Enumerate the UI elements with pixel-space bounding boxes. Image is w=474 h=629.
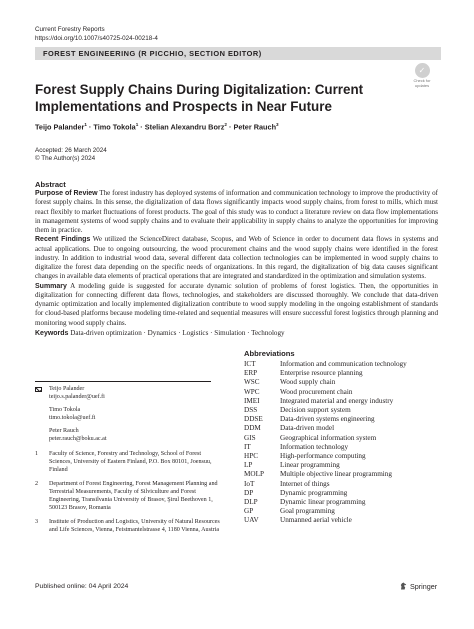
journal-header xyxy=(35,26,158,43)
accepted-date: Accepted: 26 March 2024 xyxy=(35,147,107,154)
abbreviation-term: IoT xyxy=(244,479,255,488)
abbreviation-row xyxy=(244,452,444,461)
abbreviation-definition: Linear programming xyxy=(280,461,340,470)
abbreviation-definition: Integrated material and energy industry xyxy=(280,396,394,405)
journal-name: Current Forestry Reports xyxy=(35,26,105,33)
author-affiliation-ref: 1 xyxy=(84,122,87,127)
section-banner xyxy=(35,47,441,60)
author-affiliation-ref: 2 xyxy=(224,122,227,127)
correspondence-and-affiliations xyxy=(35,386,221,535)
author-affiliation-ref: 3 xyxy=(276,122,279,127)
abbreviation-term: GP xyxy=(244,507,254,516)
abbreviation-definition: Geographical information system xyxy=(280,433,377,442)
doi-link[interactable]: https://doi.org/10.1007/s40725-024-00218-4 xyxy=(35,34,158,42)
author-separator: · xyxy=(226,122,234,132)
abbreviation-definition: Enterprise resource planning xyxy=(280,369,363,378)
abbreviation-row xyxy=(244,470,444,479)
abbreviation-term: UAV xyxy=(244,516,259,525)
abbreviation-term: WPC xyxy=(244,387,260,396)
author-name[interactable]: Stelian Alexandru Borz xyxy=(144,122,225,132)
envelope-icon xyxy=(35,387,42,392)
abstract-purpose-text: The forest industry has deployed systems of information and communication technology to improve the productivity of forest supply chains. In this sense, the digitalization of data flows significantly impacts wood supply chains, from forest to mills, which must react flexibly to market fluctuations of forest products. The goal of this study was to conduct a literature review on data flow implementations in management systems of wood supply chains and to evaluate their applicability in supply chains to analyze the opportunities for improving them in practice. xyxy=(35,189,438,234)
abbreviation-row xyxy=(244,397,444,406)
abbreviation-definition: Goal programming xyxy=(280,507,335,516)
article-dates xyxy=(35,147,107,164)
abstract-heading: Abstract xyxy=(35,180,66,189)
contact-name: Peter Rauch xyxy=(49,427,79,434)
author-separator: · xyxy=(86,122,94,132)
abbreviation-definition: Information technology xyxy=(280,442,349,451)
keywords-label: Keywords xyxy=(35,330,69,337)
keywords xyxy=(35,329,438,338)
abbreviation-definition: Internet of things xyxy=(280,479,330,488)
abbreviation-term: IMEI xyxy=(244,396,260,405)
abbreviation-row xyxy=(244,443,444,452)
affiliation-number: 3 xyxy=(35,518,39,525)
abstract-purpose-label: Purpose of Review xyxy=(35,190,98,197)
abstract-summary xyxy=(35,282,438,328)
author-affiliation-ref: 1 xyxy=(135,122,139,127)
abstract-summary-label: Summary xyxy=(35,282,67,290)
abbreviation-term: DLP xyxy=(244,498,258,507)
abbreviations-list xyxy=(244,360,444,526)
abbreviation-row xyxy=(244,415,444,424)
affiliation-number: 2 xyxy=(35,481,39,488)
affiliation xyxy=(35,481,221,513)
abstract-findings xyxy=(35,235,438,281)
check-for-updates-badge[interactable] xyxy=(408,63,436,88)
abbreviation-row xyxy=(244,424,444,433)
publisher-name: Springer xyxy=(410,582,438,591)
affiliation xyxy=(35,451,221,475)
contact-email[interactable]: timo.tokola@uef.fi xyxy=(49,414,96,421)
abbreviation-definition: Wood supply chain xyxy=(280,378,336,387)
abbreviation-row xyxy=(244,498,444,507)
abbreviation-row xyxy=(244,489,444,498)
abbreviation-term: IT xyxy=(244,442,251,451)
published-online: Published online: 04 April 2024 xyxy=(35,583,129,590)
author-separator: · xyxy=(138,122,145,132)
abbreviation-term: MOLP xyxy=(244,470,264,479)
correspondence-block xyxy=(35,386,221,443)
abbreviation-definition: Data-driven model xyxy=(280,424,335,433)
abbreviation-row xyxy=(244,434,444,443)
abbreviation-definition: Data-driven systems engineering xyxy=(280,415,375,424)
abbreviation-row xyxy=(244,507,444,516)
abbreviations-box xyxy=(244,349,444,526)
abbreviation-row xyxy=(244,388,444,397)
abbreviation-term: ERP xyxy=(244,369,258,378)
abbreviation-definition: Information and communication technology xyxy=(280,360,407,368)
abbreviation-row xyxy=(244,480,444,489)
abbreviation-row xyxy=(244,516,444,525)
abbreviation-row xyxy=(244,461,444,470)
author-list xyxy=(35,122,279,131)
abbreviation-row xyxy=(244,360,444,369)
abbreviation-definition: Wood procurement chain xyxy=(280,387,353,396)
abstract-body xyxy=(35,189,438,328)
author-name[interactable]: Peter Rauch xyxy=(233,122,277,132)
abstract-findings-label: Recent Findings xyxy=(35,236,91,244)
footnote-divider xyxy=(35,381,211,382)
abbreviation-term: GIS xyxy=(244,433,256,442)
affiliation-text: Department of Forest Engineering, Forest Management Planning and Terrestrial Measurements, Faculty of Silviculture and Forest Engineering, Transilvania University of Brasov, Şirul Beethoven 1, 500123 Brasov, Romania xyxy=(49,481,218,511)
abbreviation-definition: High-performance computing xyxy=(280,452,366,461)
abbreviation-term: DP xyxy=(244,488,254,497)
article-title: Forest Supply Chains During Digitalization: Current Implementations and Prospects in Near Future xyxy=(35,82,364,114)
author-name[interactable]: Timo Tokola xyxy=(93,122,136,132)
abbreviation-definition: Dynamic linear programming xyxy=(280,498,366,507)
abstract-findings-text: We utilized the ScienceDirect database, Scopus, and Web of Science in order to document data flows in systems and actual applications. Due to ongoing outsourcing, the wood procurement chains and the wood supply chains were identified in the forest industry. In addition to industrial wood data, several different data collection technologies can be implemented in wood supply chains to digitalize the forest data depending on the specific needs of organizations. In this regard, the digitalization of big data causes significant changes in available data elements of practical operations that are integrated and standardized in the optimization and simulation systems. xyxy=(35,235,438,281)
abbreviation-row xyxy=(244,369,444,378)
badge-line-1: Check for xyxy=(413,78,431,83)
affiliation xyxy=(35,519,221,535)
affiliation-text: Faculty of Science, Forestry and Technology, School of Forest Sciences, University of Eastern Finland, P.O. Box 80101, Joensuu, Finland xyxy=(49,451,212,474)
abbreviation-definition: Decision support system xyxy=(280,406,351,415)
abbreviation-term: DSS xyxy=(244,406,258,415)
contact-name: Timo Tokola xyxy=(49,406,81,413)
abstract-summary-text: A modeling guide is suggested for accurate dynamic solution of problems of forest logistics. Then, the opportunities in digitalization for connecting different data flows, technologies, and stakeholders are discussed thoroughly. We conclude that data-driven dynamic optimization and locally implemented digitalization contribute to wood supply modeling in the ongoing establishment of standards for cloud-based platforms because modeling time-related and sequential measures will ensure successful forest logistics through planning and monitoring wood supply chains. xyxy=(35,281,438,327)
abbreviation-term: LP xyxy=(244,461,253,470)
affiliation-number: 1 xyxy=(35,451,39,458)
abbreviation-term: ICT xyxy=(244,360,256,368)
abbreviation-term: DDSE xyxy=(244,415,263,424)
abbreviation-definition: Dynamic programming xyxy=(280,488,348,497)
keywords-text: Data-driven optimization · Dynamics · Logistics · Simulation · Technology xyxy=(70,329,285,337)
author-name[interactable]: Teijo Palander xyxy=(35,122,85,132)
abbreviation-term: DDM xyxy=(244,424,261,433)
abbreviation-row xyxy=(244,406,444,415)
badge-line-2: updates xyxy=(414,82,430,88)
contact-name: Teijo Palander xyxy=(49,386,85,392)
abbreviation-row xyxy=(244,378,444,387)
check-for-updates-icon: ✓ xyxy=(415,63,430,78)
abbreviation-definition: Unmanned aerial vehicle xyxy=(280,516,352,525)
abbreviation-term: WSC xyxy=(244,378,260,387)
contact-email[interactable]: teijo.s.palander@uef.fi xyxy=(49,393,105,400)
publisher-logo[interactable] xyxy=(400,582,437,591)
abbreviation-definition: Multiple objective linear programming xyxy=(280,470,392,479)
copyright-line: © The Author(s) 2024 xyxy=(35,155,96,163)
abstract-purpose xyxy=(35,189,438,235)
contact-email[interactable]: peter.rauch@boku.ac.at xyxy=(49,435,107,442)
abbreviations-heading: Abbreviations xyxy=(244,349,295,358)
abbreviation-term: HPC xyxy=(244,452,258,461)
affiliation-text: Institute of Production and Logistics, University of Natural Resources and Life Sciences, Vienna, Feistmantelstrasse 4, 1180 Vienna, Austria xyxy=(49,518,220,533)
springer-horse-icon xyxy=(400,582,407,590)
section-banner-text: FOREST ENGINEERING (R PICCHIO, SECTION EDITOR) xyxy=(43,49,262,58)
